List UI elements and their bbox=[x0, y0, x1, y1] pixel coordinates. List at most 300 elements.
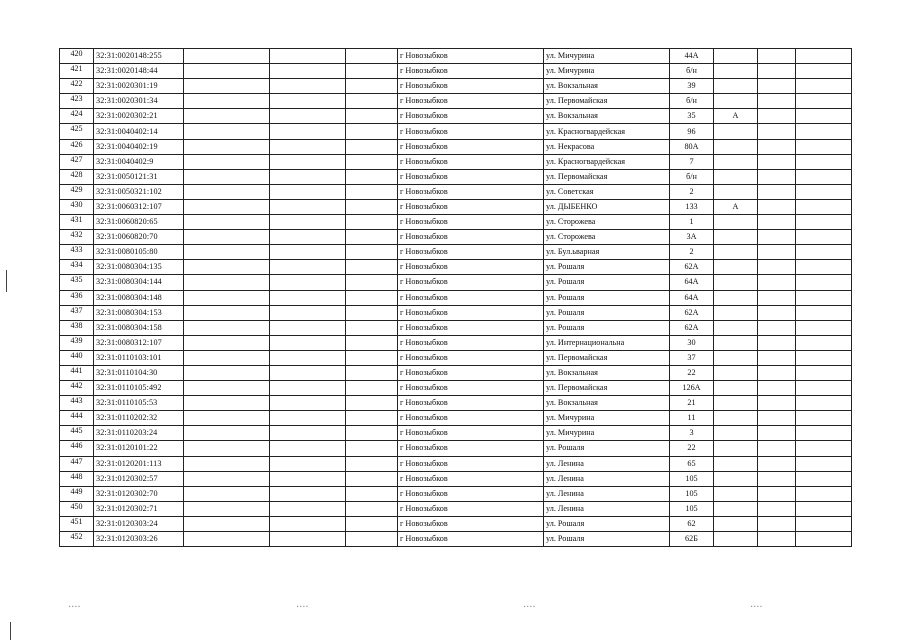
empty-cell bbox=[270, 486, 346, 501]
cadastral-number: 32:31:0050321:102 bbox=[94, 184, 184, 199]
empty-cell bbox=[346, 245, 398, 260]
row-number: 423 bbox=[60, 94, 94, 109]
empty-cell bbox=[758, 245, 796, 260]
empty-cell bbox=[346, 305, 398, 320]
scan-speck: ∙∙∙∙ bbox=[68, 604, 81, 610]
empty-cell bbox=[270, 516, 346, 531]
house-number: 105 bbox=[670, 471, 714, 486]
empty-cell bbox=[184, 486, 270, 501]
empty-cell bbox=[270, 320, 346, 335]
house-number: 7 bbox=[670, 154, 714, 169]
empty-cell bbox=[184, 381, 270, 396]
empty-cell bbox=[796, 275, 852, 290]
empty-cell bbox=[758, 290, 796, 305]
empty-cell bbox=[184, 411, 270, 426]
house-number: 65 bbox=[670, 456, 714, 471]
street-name: ул. Рошаля bbox=[544, 320, 670, 335]
cadastral-number: 32:31:0060820:70 bbox=[94, 230, 184, 245]
empty-cell bbox=[346, 199, 398, 214]
scan-speck: ∙∙∙∙ bbox=[523, 604, 536, 610]
street-name: ул. Рошаля bbox=[544, 260, 670, 275]
row-number: 428 bbox=[60, 169, 94, 184]
empty-cell bbox=[796, 215, 852, 230]
empty-cell bbox=[796, 396, 852, 411]
house-letter bbox=[714, 532, 758, 547]
table-row bbox=[60, 396, 852, 411]
table-row bbox=[60, 215, 852, 230]
row-number: 439 bbox=[60, 335, 94, 350]
city-name: г Новозыбков bbox=[398, 305, 544, 320]
cadastral-number: 32:31:0080105:80 bbox=[94, 245, 184, 260]
cadastral-number: 32:31:0060312:107 bbox=[94, 199, 184, 214]
empty-cell bbox=[758, 335, 796, 350]
house-letter bbox=[714, 320, 758, 335]
house-letter bbox=[714, 215, 758, 230]
city-name: г Новозыбков bbox=[398, 169, 544, 184]
row-number: 445 bbox=[60, 426, 94, 441]
table-row bbox=[60, 64, 852, 79]
row-number: 429 bbox=[60, 184, 94, 199]
cadastral-number: 32:31:0080312:107 bbox=[94, 335, 184, 350]
street-name: ул. Некрасова bbox=[544, 139, 670, 154]
empty-cell bbox=[346, 154, 398, 169]
empty-cell bbox=[758, 124, 796, 139]
empty-cell bbox=[346, 516, 398, 531]
table-row bbox=[60, 139, 852, 154]
house-letter bbox=[714, 184, 758, 199]
empty-cell bbox=[184, 184, 270, 199]
empty-cell bbox=[796, 456, 852, 471]
house-letter bbox=[714, 230, 758, 245]
empty-cell bbox=[796, 441, 852, 456]
empty-cell bbox=[346, 501, 398, 516]
city-name: г Новозыбков bbox=[398, 441, 544, 456]
house-letter: А bbox=[714, 109, 758, 124]
city-name: г Новозыбков bbox=[398, 471, 544, 486]
row-number: 422 bbox=[60, 79, 94, 94]
scan-speck: ∙∙∙∙ bbox=[296, 604, 309, 610]
empty-cell bbox=[346, 64, 398, 79]
house-number: 30 bbox=[670, 335, 714, 350]
empty-cell bbox=[184, 64, 270, 79]
empty-cell bbox=[346, 49, 398, 64]
house-number: 96 bbox=[670, 124, 714, 139]
house-number: 62 bbox=[670, 516, 714, 531]
row-number: 447 bbox=[60, 456, 94, 471]
empty-cell bbox=[346, 532, 398, 547]
cadastral-number: 32:31:0040402:14 bbox=[94, 124, 184, 139]
table-row bbox=[60, 199, 852, 214]
street-name: ул. Рошаля bbox=[544, 516, 670, 531]
house-letter bbox=[714, 79, 758, 94]
empty-cell bbox=[346, 184, 398, 199]
empty-cell bbox=[346, 79, 398, 94]
table-row bbox=[60, 486, 852, 501]
table-row bbox=[60, 365, 852, 380]
empty-cell bbox=[270, 350, 346, 365]
row-number: 424 bbox=[60, 109, 94, 124]
empty-cell bbox=[184, 456, 270, 471]
empty-cell bbox=[758, 516, 796, 531]
empty-cell bbox=[270, 154, 346, 169]
house-letter bbox=[714, 94, 758, 109]
table-row bbox=[60, 154, 852, 169]
row-number: 441 bbox=[60, 365, 94, 380]
empty-cell bbox=[184, 79, 270, 94]
house-letter bbox=[714, 49, 758, 64]
city-name: г Новозыбков bbox=[398, 456, 544, 471]
house-letter bbox=[714, 64, 758, 79]
table-row bbox=[60, 501, 852, 516]
empty-cell bbox=[796, 79, 852, 94]
empty-cell bbox=[796, 199, 852, 214]
cadastral-number: 32:31:0020148:255 bbox=[94, 49, 184, 64]
empty-cell bbox=[346, 365, 398, 380]
row-number: 434 bbox=[60, 260, 94, 275]
empty-cell bbox=[270, 501, 346, 516]
house-number: 3 bbox=[670, 426, 714, 441]
cadastral-number: 32:31:0110104:30 bbox=[94, 365, 184, 380]
empty-cell bbox=[758, 350, 796, 365]
empty-cell bbox=[184, 365, 270, 380]
street-name: ул. Вокзальная bbox=[544, 365, 670, 380]
empty-cell bbox=[346, 290, 398, 305]
city-name: г Новозыбков bbox=[398, 275, 544, 290]
table-row bbox=[60, 305, 852, 320]
house-letter bbox=[714, 275, 758, 290]
scan-edge-mark bbox=[6, 270, 7, 292]
cadastral-number: 32:31:0110103:101 bbox=[94, 350, 184, 365]
house-number: 64А bbox=[670, 275, 714, 290]
empty-cell bbox=[270, 245, 346, 260]
empty-cell bbox=[184, 335, 270, 350]
row-number: 426 bbox=[60, 139, 94, 154]
empty-cell bbox=[270, 79, 346, 94]
street-name: ул. ДЫБЕНКО bbox=[544, 199, 670, 214]
row-number: 451 bbox=[60, 516, 94, 531]
empty-cell bbox=[270, 532, 346, 547]
empty-cell bbox=[346, 230, 398, 245]
row-number: 420 bbox=[60, 49, 94, 64]
empty-cell bbox=[796, 94, 852, 109]
house-letter bbox=[714, 396, 758, 411]
empty-cell bbox=[758, 230, 796, 245]
row-number: 442 bbox=[60, 381, 94, 396]
empty-cell bbox=[184, 230, 270, 245]
empty-cell bbox=[758, 199, 796, 214]
house-number: 133 bbox=[670, 199, 714, 214]
city-name: г Новозыбков bbox=[398, 139, 544, 154]
empty-cell bbox=[346, 260, 398, 275]
city-name: г Новозыбков bbox=[398, 184, 544, 199]
row-number: 446 bbox=[60, 441, 94, 456]
empty-cell bbox=[184, 260, 270, 275]
house-number: б/н bbox=[670, 169, 714, 184]
house-number: 37 bbox=[670, 350, 714, 365]
empty-cell bbox=[796, 335, 852, 350]
empty-cell bbox=[184, 169, 270, 184]
street-name: ул. Мичурина bbox=[544, 426, 670, 441]
house-letter bbox=[714, 516, 758, 531]
house-number: 62А bbox=[670, 260, 714, 275]
city-name: г Новозыбков bbox=[398, 516, 544, 531]
table-row bbox=[60, 335, 852, 350]
table-row bbox=[60, 184, 852, 199]
table-body bbox=[60, 49, 852, 547]
cadastral-number: 32:31:0080304:148 bbox=[94, 290, 184, 305]
house-letter bbox=[714, 335, 758, 350]
table-row bbox=[60, 381, 852, 396]
empty-cell bbox=[796, 501, 852, 516]
row-number: 431 bbox=[60, 215, 94, 230]
empty-cell bbox=[758, 275, 796, 290]
city-name: г Новозыбков bbox=[398, 501, 544, 516]
house-number: 62А bbox=[670, 320, 714, 335]
street-name: ул. Первомайская bbox=[544, 381, 670, 396]
row-number: 425 bbox=[60, 124, 94, 139]
house-number: 1 bbox=[670, 215, 714, 230]
empty-cell bbox=[184, 516, 270, 531]
house-number: б/н bbox=[670, 94, 714, 109]
empty-cell bbox=[346, 350, 398, 365]
cadastral-number: 32:31:0080304:158 bbox=[94, 320, 184, 335]
empty-cell bbox=[796, 516, 852, 531]
row-number: 452 bbox=[60, 532, 94, 547]
empty-cell bbox=[184, 290, 270, 305]
cadastral-number: 32:31:0060820:65 bbox=[94, 215, 184, 230]
street-name: ул. Первомайская bbox=[544, 350, 670, 365]
empty-cell bbox=[184, 49, 270, 64]
cadastral-number: 32:31:0110105:53 bbox=[94, 396, 184, 411]
row-number: 436 bbox=[60, 290, 94, 305]
city-name: г Новозыбков bbox=[398, 532, 544, 547]
empty-cell bbox=[758, 139, 796, 154]
row-number: 433 bbox=[60, 245, 94, 260]
empty-cell bbox=[184, 320, 270, 335]
street-name: ул. Вокзальная bbox=[544, 396, 670, 411]
city-name: г Новозыбков bbox=[398, 49, 544, 64]
empty-cell bbox=[270, 411, 346, 426]
row-number: 437 bbox=[60, 305, 94, 320]
street-name: ул. Ленина bbox=[544, 486, 670, 501]
house-letter bbox=[714, 290, 758, 305]
house-letter bbox=[714, 426, 758, 441]
empty-cell bbox=[270, 441, 346, 456]
empty-cell bbox=[758, 396, 796, 411]
empty-cell bbox=[270, 426, 346, 441]
empty-cell bbox=[796, 290, 852, 305]
house-number: 22 bbox=[670, 441, 714, 456]
street-name: ул. Ленина bbox=[544, 456, 670, 471]
house-number: 35 bbox=[670, 109, 714, 124]
cadastral-number: 32:31:0020302:21 bbox=[94, 109, 184, 124]
city-name: г Новозыбков bbox=[398, 215, 544, 230]
empty-cell bbox=[796, 305, 852, 320]
empty-cell bbox=[346, 275, 398, 290]
table-row bbox=[60, 441, 852, 456]
empty-cell bbox=[758, 305, 796, 320]
city-name: г Новозыбков bbox=[398, 486, 544, 501]
empty-cell bbox=[346, 124, 398, 139]
city-name: г Новозыбков bbox=[398, 260, 544, 275]
empty-cell bbox=[270, 471, 346, 486]
empty-cell bbox=[270, 381, 346, 396]
street-name: ул. Вокзальная bbox=[544, 109, 670, 124]
empty-cell bbox=[796, 245, 852, 260]
city-name: г Новозыбков bbox=[398, 230, 544, 245]
empty-cell bbox=[184, 94, 270, 109]
street-name: ул. Первомайская bbox=[544, 94, 670, 109]
empty-cell bbox=[184, 124, 270, 139]
empty-cell bbox=[270, 365, 346, 380]
house-letter bbox=[714, 124, 758, 139]
empty-cell bbox=[758, 154, 796, 169]
house-letter bbox=[714, 350, 758, 365]
house-number: 22 bbox=[670, 365, 714, 380]
scan-speck: ∙∙∙∙ bbox=[750, 604, 763, 610]
house-number: 3А bbox=[670, 230, 714, 245]
table-row bbox=[60, 169, 852, 184]
table-row bbox=[60, 230, 852, 245]
house-number: 126А bbox=[670, 381, 714, 396]
house-letter: А bbox=[714, 199, 758, 214]
city-name: г Новозыбков bbox=[398, 411, 544, 426]
empty-cell bbox=[758, 184, 796, 199]
table-row bbox=[60, 79, 852, 94]
empty-cell bbox=[346, 169, 398, 184]
street-name: ул. Сторожева bbox=[544, 215, 670, 230]
empty-cell bbox=[758, 64, 796, 79]
empty-cell bbox=[796, 532, 852, 547]
city-name: г Новозыбков bbox=[398, 381, 544, 396]
table-row bbox=[60, 411, 852, 426]
cadastral-number: 32:31:0040402:19 bbox=[94, 139, 184, 154]
empty-cell bbox=[796, 64, 852, 79]
cadastral-number: 32:31:0020301:34 bbox=[94, 94, 184, 109]
house-letter bbox=[714, 365, 758, 380]
house-number: 62Б bbox=[670, 532, 714, 547]
row-number: 444 bbox=[60, 411, 94, 426]
house-letter bbox=[714, 501, 758, 516]
empty-cell bbox=[796, 365, 852, 380]
empty-cell bbox=[184, 305, 270, 320]
empty-cell bbox=[758, 94, 796, 109]
cadastral-number: 32:31:0120303:24 bbox=[94, 516, 184, 531]
house-number: 105 bbox=[670, 486, 714, 501]
empty-cell bbox=[346, 411, 398, 426]
empty-cell bbox=[758, 411, 796, 426]
house-number: 62А bbox=[670, 305, 714, 320]
house-letter bbox=[714, 471, 758, 486]
empty-cell bbox=[346, 486, 398, 501]
table-row bbox=[60, 124, 852, 139]
empty-cell bbox=[758, 381, 796, 396]
street-name: ул. Ленина bbox=[544, 471, 670, 486]
empty-cell bbox=[184, 532, 270, 547]
row-number: 440 bbox=[60, 350, 94, 365]
empty-cell bbox=[796, 124, 852, 139]
cadastral-number: 32:31:0120303:26 bbox=[94, 532, 184, 547]
cadastral-number: 32:31:0050121:31 bbox=[94, 169, 184, 184]
empty-cell bbox=[796, 230, 852, 245]
empty-cell bbox=[270, 124, 346, 139]
street-name: ул. Первомайская bbox=[544, 169, 670, 184]
empty-cell bbox=[758, 260, 796, 275]
city-name: г Новозыбков bbox=[398, 365, 544, 380]
table-row bbox=[60, 49, 852, 64]
table-row bbox=[60, 260, 852, 275]
empty-cell bbox=[270, 305, 346, 320]
empty-cell bbox=[184, 139, 270, 154]
house-number: 80А bbox=[670, 139, 714, 154]
empty-cell bbox=[796, 154, 852, 169]
empty-cell bbox=[796, 169, 852, 184]
empty-cell bbox=[758, 456, 796, 471]
city-name: г Новозыбков bbox=[398, 290, 544, 305]
house-letter bbox=[714, 381, 758, 396]
scan-edge-mark bbox=[10, 622, 11, 640]
empty-cell bbox=[346, 396, 398, 411]
street-name: ул. Ленина bbox=[544, 501, 670, 516]
row-number: 449 bbox=[60, 486, 94, 501]
empty-cell bbox=[796, 411, 852, 426]
empty-cell bbox=[758, 215, 796, 230]
street-name: ул. Рошаля bbox=[544, 305, 670, 320]
empty-cell bbox=[184, 471, 270, 486]
house-number: б/н bbox=[670, 64, 714, 79]
house-letter bbox=[714, 456, 758, 471]
cadastral-number: 32:31:0120101:22 bbox=[94, 441, 184, 456]
table-row bbox=[60, 275, 852, 290]
table-row bbox=[60, 426, 852, 441]
table-row bbox=[60, 94, 852, 109]
street-name: ул. Рошаля bbox=[544, 441, 670, 456]
street-name: ул. Сторожева bbox=[544, 230, 670, 245]
cadastral-number: 32:31:0110105:492 bbox=[94, 381, 184, 396]
empty-cell bbox=[796, 184, 852, 199]
house-number: 64А bbox=[670, 290, 714, 305]
empty-cell bbox=[270, 94, 346, 109]
row-number: 435 bbox=[60, 275, 94, 290]
empty-cell bbox=[346, 471, 398, 486]
empty-cell bbox=[184, 215, 270, 230]
cadastral-number: 32:31:0080304:135 bbox=[94, 260, 184, 275]
city-name: г Новозыбков bbox=[398, 335, 544, 350]
house-number: 2 bbox=[670, 184, 714, 199]
empty-cell bbox=[184, 109, 270, 124]
empty-cell bbox=[346, 441, 398, 456]
city-name: г Новозыбков bbox=[398, 154, 544, 169]
address-register-table bbox=[59, 48, 852, 547]
empty-cell bbox=[796, 350, 852, 365]
house-number: 2 bbox=[670, 245, 714, 260]
row-number: 448 bbox=[60, 471, 94, 486]
empty-cell bbox=[796, 49, 852, 64]
city-name: г Новозыбков bbox=[398, 124, 544, 139]
house-number: 105 bbox=[670, 501, 714, 516]
street-name: ул. Рошаля bbox=[544, 532, 670, 547]
street-name: ул. Интернациональна bbox=[544, 335, 670, 350]
cadastral-number: 32:31:0080304:144 bbox=[94, 275, 184, 290]
row-number: 432 bbox=[60, 230, 94, 245]
row-number: 427 bbox=[60, 154, 94, 169]
empty-cell bbox=[184, 396, 270, 411]
cadastral-number: 32:31:0020301:19 bbox=[94, 79, 184, 94]
house-letter bbox=[714, 260, 758, 275]
empty-cell bbox=[270, 109, 346, 124]
street-name: ул. Рошаля bbox=[544, 275, 670, 290]
house-letter bbox=[714, 139, 758, 154]
